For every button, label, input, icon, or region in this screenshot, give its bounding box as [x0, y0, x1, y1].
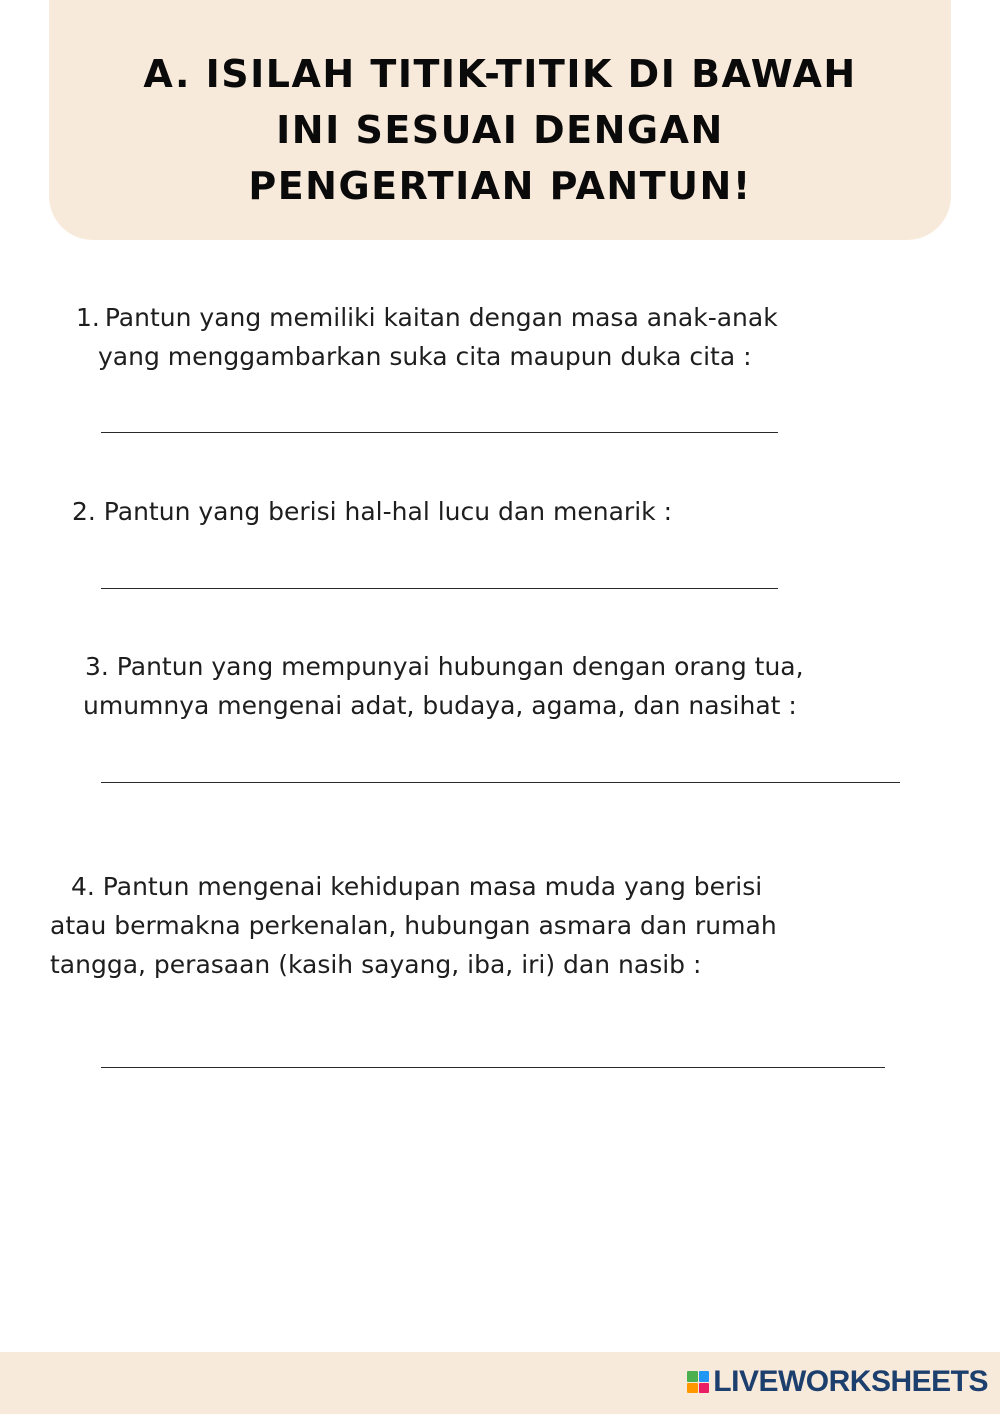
question-1: [76, 298, 778, 376]
answer-line-3[interactable]: [101, 782, 900, 783]
title-line: A. ISILAH TITIK-TITIK DI BAWAH: [143, 52, 857, 96]
question-4-line: atau bermakna perkenalan, hubungan asmara dan rumah: [50, 911, 777, 940]
question-1-line: yang menggambarkan suka cita maupun duka cita :: [98, 342, 752, 371]
question-3-line: 3. Pantun yang mempunyai hubungan dengan orang tua,: [85, 652, 804, 681]
liveworksheets-logo[interactable]: [687, 1365, 988, 1399]
brand-name: LIVEWORKSHEETS: [713, 1365, 988, 1398]
question-3-line: umumnya mengenai adat, budaya, agama, dan nasihat :: [83, 691, 797, 720]
answer-line-1[interactable]: [101, 432, 778, 433]
question-4-line: tangga, perasaan (kasih sayang, iba, iri) dan nasib :: [50, 950, 702, 979]
logo-square-icon: [687, 1383, 698, 1394]
question-4: [50, 867, 777, 984]
answer-line-2[interactable]: [101, 588, 778, 589]
footer-bar: [0, 1352, 1000, 1414]
page-title: [49, 46, 951, 214]
question-4-line: 4. Pantun mengenai kehidupan masa muda yang berisi: [71, 872, 763, 901]
question-1-line: 1. Pantun yang memiliki kaitan dengan masa anak-anak: [76, 303, 778, 332]
logo-square-icon: [699, 1383, 710, 1394]
liveworksheets-icon: [687, 1371, 709, 1393]
title-line: INI SESUAI DENGAN: [276, 108, 724, 152]
title-line: PENGERTIAN PANTUN!: [248, 164, 752, 208]
question-2: [72, 492, 672, 531]
question-3: [85, 647, 804, 725]
question-2-line: 2. Pantun yang berisi hal-hal lucu dan menarik :: [72, 497, 672, 526]
logo-square-icon: [687, 1371, 698, 1382]
answer-line-4[interactable]: [101, 1067, 885, 1068]
logo-square-icon: [699, 1371, 710, 1382]
